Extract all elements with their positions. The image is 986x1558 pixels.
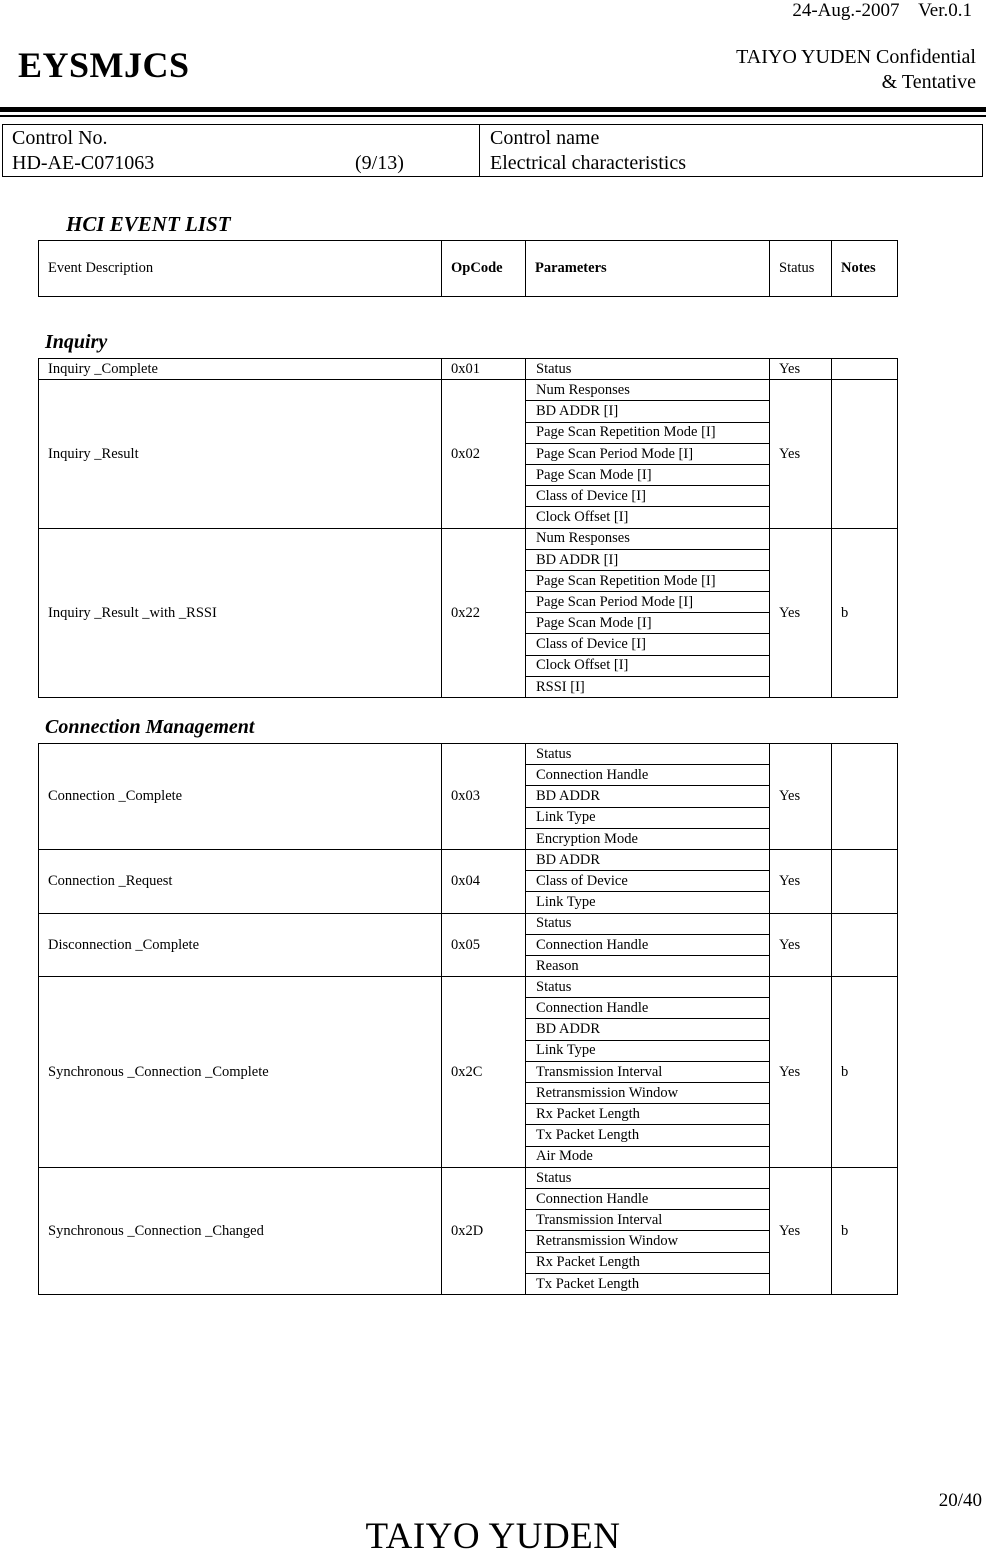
parameter-item: Connection Handle (526, 1188, 769, 1209)
col-parameters: Parameters (526, 241, 770, 297)
event-status: Yes (770, 977, 832, 1168)
date-text: 24-Aug.-2007 (792, 0, 900, 21)
event-row (39, 744, 898, 850)
confidential-line-2: & Tentative (881, 71, 976, 93)
parameter-item: Transmission Interval (526, 1210, 769, 1231)
parameter-item: Page Scan Period Mode [I] (526, 443, 769, 464)
event-name: Disconnection _Complete (39, 913, 442, 977)
event-row (39, 380, 898, 528)
parameter-item: Clock Offset [I] (526, 655, 769, 676)
event-opcode: 0x22 (442, 528, 526, 698)
parameter-item: Encryption Mode (526, 828, 769, 849)
parameter-item: Page Scan Period Mode [I] (526, 592, 769, 613)
control-name-label: Control name (490, 127, 600, 149)
header-rule-thin (0, 115, 986, 117)
group-title-connection-management: Connection Management (45, 716, 255, 738)
parameter-item: Clock Offset [I] (526, 507, 769, 528)
parameter-item: BD ADDR (536, 851, 601, 868)
event-opcode: 0x05 (442, 913, 526, 977)
parameter-list (526, 744, 769, 849)
event-parameters (526, 359, 770, 380)
connection-management-event-table (38, 743, 898, 1295)
event-parameters (526, 380, 770, 528)
event-name: Synchronous _Connection _Complete (39, 977, 442, 1168)
event-notes: b (832, 528, 898, 698)
control-box (2, 124, 983, 177)
event-row (39, 849, 898, 913)
event-name: Inquiry _Result (39, 380, 442, 528)
event-row (39, 1167, 898, 1294)
control-no-value: HD-AE-C071063 (12, 152, 155, 174)
event-status: Yes (770, 913, 832, 977)
event-row (39, 528, 898, 698)
parameter-item: BD ADDR (526, 1019, 769, 1040)
parameter-item: Retransmission Window (526, 1083, 769, 1104)
header-rule-thick (0, 107, 986, 112)
event-opcode: 0x03 (442, 744, 526, 850)
parameter-item: Tx Packet Length (526, 1273, 769, 1294)
event-notes (832, 849, 898, 913)
event-opcode: 0x01 (442, 359, 526, 380)
parameter-item: Class of Device [I] (526, 634, 769, 655)
event-opcode: 0x02 (442, 380, 526, 528)
event-status: Yes (770, 528, 832, 698)
parameter-item: BD ADDR (526, 786, 769, 807)
col-notes: Notes (832, 241, 898, 297)
event-parameters (526, 528, 770, 698)
event-parameters (526, 977, 770, 1168)
confidential-line-1: TAIYO YUDEN Confidential (736, 46, 976, 68)
group-title-inquiry: Inquiry (45, 331, 108, 353)
control-number-cell (3, 125, 480, 176)
parameter-list (526, 977, 769, 1167)
parameter-item: Link Type (526, 892, 769, 913)
parameter-item: Num Responses (536, 530, 630, 547)
event-notes: b (832, 1167, 898, 1294)
event-row (39, 913, 898, 977)
document-date (792, 0, 972, 22)
parameter-list (526, 914, 769, 977)
event-status: Yes (770, 380, 832, 528)
parameter-item: Reason (526, 955, 769, 976)
inquiry-event-table (38, 358, 898, 698)
event-notes (832, 380, 898, 528)
parameter-item: Class of Device (526, 871, 769, 892)
event-name: Inquiry _Complete (39, 359, 442, 380)
parameter-list (526, 1168, 769, 1294)
event-status: Yes (770, 359, 832, 380)
parameter-item: Link Type (526, 1040, 769, 1061)
parameter-item: Rx Packet Length (526, 1252, 769, 1273)
event-parameters (526, 744, 770, 850)
parameter-item: BD ADDR [I] (526, 401, 769, 422)
event-status: Yes (770, 744, 832, 850)
parameter-item: BD ADDR [I] (526, 549, 769, 570)
event-row (39, 359, 898, 380)
section-title: HCI EVENT LIST (66, 212, 231, 236)
event-parameters (526, 913, 770, 977)
column-header-row (39, 241, 898, 297)
event-opcode: 0x2D (442, 1167, 526, 1294)
event-notes (832, 359, 898, 380)
parameter-item: Connection Handle (526, 765, 769, 786)
event-name: Connection _Complete (39, 744, 442, 850)
event-status: Yes (770, 1167, 832, 1294)
event-name: Synchronous _Connection _Changed (39, 1167, 442, 1294)
col-event-description: Event Description (39, 241, 442, 297)
control-page-of: (9/13) (355, 152, 404, 174)
footer-company: TAIYO YUDEN (365, 1516, 621, 1557)
event-status: Yes (770, 849, 832, 913)
event-notes: b (832, 977, 898, 1168)
page-number: 20/40 (938, 1490, 982, 1511)
event-notes (832, 913, 898, 977)
event-name: Connection _Request (39, 849, 442, 913)
parameter-list (526, 529, 769, 698)
event-opcode: 0x04 (442, 849, 526, 913)
parameter-item: Connection Handle (526, 934, 769, 955)
col-opcode: OpCode (442, 241, 526, 297)
control-name-value: Electrical characteristics (490, 152, 686, 174)
col-status: Status (770, 241, 832, 297)
parameter-item: Page Scan Mode [I] (526, 613, 769, 634)
parameter-item: Num Responses (536, 382, 630, 399)
parameter-item: Page Scan Repetition Mode [I] (526, 422, 769, 443)
version-text: Ver.0.1 (918, 0, 972, 21)
parameter-item: Class of Device [I] (526, 486, 769, 507)
event-parameters (526, 1167, 770, 1294)
parameter-item: Transmission Interval (526, 1061, 769, 1082)
event-opcode: 0x2C (442, 977, 526, 1168)
event-row (39, 977, 898, 1168)
parameter-item: Page Scan Mode [I] (526, 464, 769, 485)
parameter-list (526, 380, 769, 527)
parameter-item: Air Mode (526, 1146, 769, 1167)
parameter-item: Page Scan Repetition Mode [I] (526, 570, 769, 591)
parameter-item: Tx Packet Length (526, 1125, 769, 1146)
parameter-item: Status (536, 915, 572, 932)
parameter-item: Status (536, 1169, 572, 1186)
parameter-item: Status (536, 978, 572, 995)
event-notes (832, 744, 898, 850)
parameter-list (526, 359, 769, 379)
parameter-item: Status (536, 360, 572, 377)
product-code: EYSMJCS (18, 45, 190, 85)
parameter-item: Status (536, 745, 572, 762)
event-parameters (526, 849, 770, 913)
parameter-item: Retransmission Window (526, 1231, 769, 1252)
parameter-item: RSSI [I] (526, 676, 769, 697)
column-header-table (38, 240, 898, 297)
parameter-item: Link Type (526, 807, 769, 828)
parameter-item: Connection Handle (526, 998, 769, 1019)
parameter-item: Rx Packet Length (526, 1104, 769, 1125)
parameter-list (526, 850, 769, 913)
event-name: Inquiry _Result _with _RSSI (39, 528, 442, 698)
control-no-label: Control No. (12, 127, 108, 149)
